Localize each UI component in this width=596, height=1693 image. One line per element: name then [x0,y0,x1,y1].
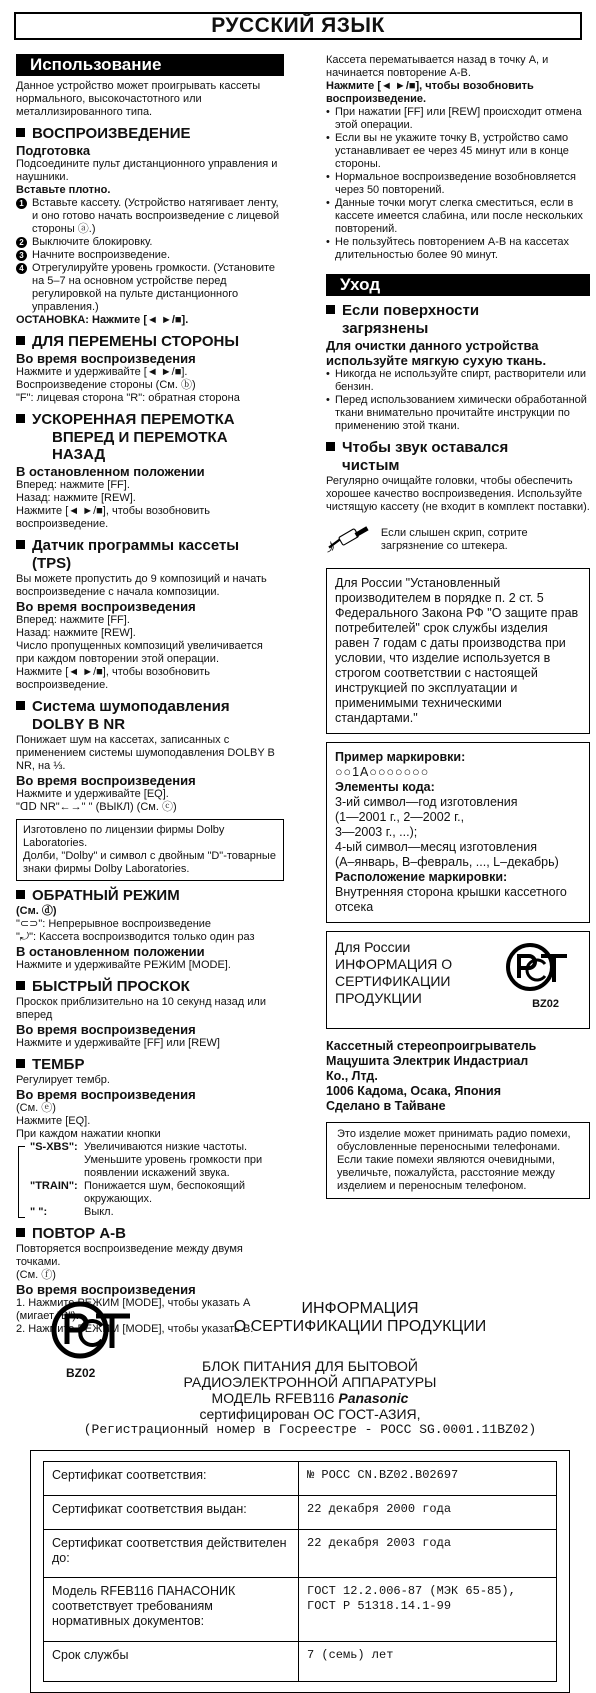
dolby-heading: Система шумоподавления [16,698,284,715]
marking-box [326,742,590,923]
dirty-note: • Перед использованием химически обработанной ткани внимательно прочитайте инструкции по применению этой ткани. [326,394,590,433]
care-section-bar: Уход [326,274,590,296]
dirty-sub: Для очистки данного устройства используйте мягкую сухую ткань. [326,338,547,368]
square-bullet-icon [326,442,335,451]
dirty-heading-2: загрязнены [342,320,429,337]
dolby-heading-2: DOLBY B NR [32,716,126,733]
side-change-line: Нажмите и удерживайте [◄ ►/■]. [16,366,188,378]
tps-line: Нажмите [◄ ►/■], чтобы возобновить воспроизведение. [16,666,210,691]
usage-section-bar: Использование [16,54,284,76]
table-row [44,1496,557,1530]
ffrew-heading: УСКОРЕННАЯ ПЕРЕМОТКА [16,411,284,428]
table-cell-value: № РОСС CN.BZ02.B02697 [299,1462,557,1496]
ffrew-heading-2: ВПЕРЕД И ПЕРЕМОТКА НАЗАД [52,429,228,463]
tps-heading: Датчик программы кассеты [16,537,284,554]
cert-info-line: ИНФОРМАЦИЯ О [335,956,453,972]
reverse-sub: В остановленном положении [16,944,205,959]
russia-service-life-box: Для России "Установленный производителем в порядке п. 2 ст. 5 Федерального Закона РФ "О защите прав потребителей" срок службы изделия равен 7 годам с даты производства при условии, что изделие используется в строгом соответствии с настоящей инструкцией по эксплуатации и применимыми техническими стандартами." [326,568,590,734]
insert-firm-note: Вставьте плотно. [16,184,111,196]
cert-reg-line: (Регистрационный номер в Госреестре - РОСС SG.0001.11BZ02) [83,1422,537,1437]
reverse-line: "⤾": Кассета воспроизводится только один раз [16,931,255,943]
playback-steps [16,197,284,314]
tps-sub: Во время воспроизведения [16,599,196,614]
table-row [44,1530,557,1578]
tone-sub: Во время воспроизведения [16,1087,196,1102]
cert-info-line: Для России [335,939,411,955]
reverse-line: Нажмите и удерживайте РЕЖИМ [MODE]. [16,959,231,971]
tone-line: При каждом нажатии кнопки [16,1128,161,1140]
tone-option-sxbs-note: Уменьшите уровень громкости при появлении искажений звука. [84,1154,263,1179]
cert-body-line: сертифицирован ОС ГОСТ-АЗИЯ, [199,1406,421,1422]
table-row [44,1578,557,1642]
panasonic-logo: Panasonic [338,1390,409,1406]
marking-code: ○○1А○○○○○○○ [335,765,430,779]
side-change-line: "F": лицевая сторона "R": обратная сторона [16,392,240,404]
playback-step: 3 Начните воспроизведение. [16,249,284,262]
ab-step: 2. Нажмите РЕЖИМ [MODE], чтобы указать В. [16,1323,254,1335]
maker-block [326,1039,590,1114]
ab-sub: Во время воспроизведения [16,1282,196,1297]
table-cell-value: ГОСТ 12.2.006-87 (МЭК 65-85), ГОСТ Р 51318.14.1-99 [299,1578,557,1642]
side-change-line: Воспроизведение стороны (См. ⓑ) [16,379,196,391]
cert-model-line: МОДЕЛЬ RFEB116 Panasonic [211,1390,409,1406]
dirty-heading: Если поверхности [326,302,590,319]
table-cell-key: Сертификат соответствия действителен до: [44,1530,299,1578]
maker-line: 1006 Кадома, Осака, Япония [326,1084,502,1098]
clean-text: Регулярно очищайте головки, чтобы обеспечить хорошее качество воспроизведения. Используйте чистящую кассету (не входит в комплект поставки). [326,475,590,513]
tps-line: Назад: нажмите [REW]. [16,627,136,639]
tone-line: Нажмите [EQ]. [16,1115,91,1127]
tone-text: Регулирует тембр. [16,1074,110,1086]
square-bullet-icon [16,981,25,990]
stop-instruction: ОСТАНОВКА: Нажмите [◄ ►/■]. [16,314,189,326]
dolby-trademark-line: Долби, "Dolby" и символ с двойным "D"-товарные знаки фирмы Dolby Laboratories. [23,850,276,875]
tps-heading-2: (TPS) [32,555,72,572]
playback-heading: ВОСПРОИЗВЕДЕНИЕ [16,125,284,142]
cert-box-code: BZ02 [532,998,559,1010]
table-row [44,1642,557,1682]
skip-sub: Во время воспроизведения [16,1022,196,1037]
marking-line: 3-ий символ—год изготовления [335,795,518,809]
skip-line: Нажмите и удерживайте [FF] или [REW] [16,1037,220,1049]
tone-option-sxbs: "S-XBS": Увеличиваются низкие частоты. [30,1141,248,1153]
cert-title-line: О СЕРТИФИКАЦИИ ПРОДУКЦИИ [233,1318,487,1335]
cert-table-frame [30,1450,570,1693]
plug-note [326,520,590,560]
dirty-note: • Никогда не используйте спирт, растворители или бензин. [326,368,590,394]
ab-note: • Нормальное воспроизведение возобновляется через 50 повторений. [326,171,590,197]
square-bullet-icon [326,305,335,314]
ab-heading: ПОВТОР А-В [16,1225,284,1242]
table-cell-value: 22 декабря 2003 года [299,1530,557,1578]
dolby-license-box [16,819,284,881]
cert-table [43,1461,557,1682]
plug-note-text: Если слышен скрип, сотрите загрязнение со штекера. [380,527,528,552]
square-bullet-icon [16,1228,25,1237]
tps-text: Вы можете пропустить до 9 композиций и начать воспроизведение с начала композиции. [16,573,267,598]
cert-body [30,1358,590,1438]
ab-note: • При нажатии [FF] или [REW] происходит отмена этой операции. [326,106,590,132]
table-cell-value: 22 декабря 2000 года [299,1496,557,1530]
skip-heading: БЫСТРЫЙ ПРОСКОК [16,978,284,995]
table-cell-key: Сертификат соответствия: [44,1462,299,1496]
dolby-line: Нажмите и удерживайте [EQ]. [16,788,169,800]
square-bullet-icon [16,701,25,710]
cert-logo-code: BZ02 [66,1366,96,1380]
right-column [326,54,590,1204]
ab-note: • Не пользуйтесь повторением А-В на кассетах длительностью более 90 минут. [326,236,590,262]
cert-info-line: СЕРТИФИКАЦИИ [335,973,451,989]
square-bullet-icon [16,336,25,345]
ab-step: 1. Нажмите РЕЖИМ [MODE], чтобы указать А (мигает "В"). [16,1297,251,1322]
reverse-line: "⊂⊃": Непрерывное воспроизведение [16,918,212,930]
reverse-see: (См. ⓓ) [16,905,57,917]
maker-line: Кассетный стереопроигрыватель [326,1039,537,1053]
dolby-sub: Во время воспроизведения [16,773,196,788]
playback-step: 2 Выключите блокировку. [16,236,284,249]
cert-info-line: ПРОДУКЦИИ [335,990,422,1006]
marking-elements: Элементы кода: [335,780,435,794]
square-bullet-icon [16,540,25,549]
left-column [16,54,284,1336]
table-cell-key: Срок службы [44,1642,299,1682]
tps-line: Число пропущенных композиций увеличивается при каждом повторении этой операции. [16,640,263,665]
ab-text: Повторяется воспроизведение между двумя точками. [16,1243,243,1268]
marking-title: Пример маркировки: [335,750,466,764]
table-cell-key: Сертификат соответствия выдан: [44,1496,299,1530]
square-bullet-icon [16,890,25,899]
pct-logo-icon [505,942,571,992]
marking-location-label: Расположение маркировки: [335,870,508,884]
maker-line: Ко., Лтд. [326,1069,378,1083]
tone-heading: ТЕМБР [16,1056,284,1073]
ffrew-line: Нажмите [◄ ►/■], чтобы возобновить воспроизведение. [16,505,210,530]
cert-title [150,1300,570,1336]
clean-heading-2: чистым [342,457,400,474]
marking-line: (1—2001 г., 2—2002 г., [335,810,465,824]
cert-title-line: ИНФОРМАЦИЯ [301,1300,419,1317]
tone-option-off: " ": Выкл. [30,1206,114,1218]
side-change-sub: Во время воспроизведения [16,351,196,366]
marking-line: Внутренняя сторона крышки кассетного отсека [335,885,567,914]
table-cell-value: 7 (семь) лет [299,1642,557,1682]
ffrew-sub: В остановленном положении [16,464,205,479]
marking-line: 3—2003 г., ...); [335,825,418,839]
dolby-text: Понижает шум на кассетах, записанных с применением системы шумоподавления DOLBY B NR, на ⅓. [16,734,275,772]
dolby-license-line: Изготовлено по лицензии фирмы Dolby Laboratories. [23,824,225,849]
ab-notes [326,106,590,262]
prep-subheading: Подготовка [16,143,91,158]
cycle-arrow-icon [18,1146,25,1218]
skip-text: Проскок приблизительно на 10 секунд назад или вперед [16,996,266,1021]
ab-continued: Кассета перематывается назад в точку А, и начинается повторение А-В. [326,54,549,79]
playback-step: 1 Вставьте кассету. (Устройство натягивает ленту, и оно готово начать воспроизведение с лицевой стороны ⓐ.) [16,197,284,236]
tone-cycle [16,1141,284,1219]
tone-option-train: "TRAIN": Понижается шум, беспокоящий окружающих. [30,1180,245,1205]
ab-note: • Данные точки могут слегка сместиться, если в кассете имеется слабина, или после нескольких повторений. [326,197,590,236]
ffrew-line: Вперед: нажмите [FF]. [16,479,130,491]
ab-note: • Если вы не укажите точку В, устройство само устанавливает ее через 45 минут или в конце стороны. [326,132,590,171]
headphone-plug-icon [326,520,373,560]
reverse-heading: ОБРАТНЫЙ РЕЖИМ [16,887,284,904]
tps-line: Вперед: нажмите [FF]. [16,614,130,626]
clean-heading: Чтобы звук оставался [326,439,590,456]
ab-see: (См. ⓕ) [16,1269,56,1281]
tone-see: (См. ⓔ) [16,1102,56,1114]
prep-text: Подсоедините пульт дистанционного управления и наушники. [16,158,278,183]
table-row [44,1462,557,1496]
maker-line: Сделано в Тайване [326,1099,446,1113]
cert-body-line: БЛОК ПИТАНИЯ ДЛЯ БЫТОВОЙ [202,1358,418,1374]
pct-logo-large-icon [50,1300,134,1360]
maker-line: Мацушита Электрик Индастриал [326,1054,529,1068]
table-cell-key: Модель RFEB116 ПАНАСОНИК соответствует требованиям нормативных документов: [44,1578,299,1642]
marking-line: (А–январь, В–февраль, ..., L–декабрь) [335,855,559,869]
cert-body-line: РАДИОЭЛЕКТРОННОЙ АППАРАТУРЫ [183,1374,437,1390]
playback-step: 4 Отрегулируйте уровень громкости. (Установите на 5–7 на основном устройстве перед регулировкой на пульте дистанционного управления.) [16,262,284,314]
side-change-heading: ДЛЯ ПЕРЕМЕНЫ СТОРОНЫ [16,333,284,350]
radio-interference-box: Это изделие может принимать радио помехи, обусловленные переносными телефонами. Если такие помехи являются очевидными, увеличьте, пожалуйста, расстояние между изделием и переносным телефоном. [326,1122,590,1199]
square-bullet-icon [16,414,25,423]
dirty-notes [326,368,590,433]
square-bullet-icon [16,128,25,137]
ab-resume: Нажмите [◄ ►/■], чтобы возобновить воспроизведение. [326,80,534,105]
usage-intro-text: Данное устройство может проигрывать кассеты нормального, высокочастотного или металлизированного типа. [16,80,261,118]
cert-info-box [326,931,590,1029]
dolby-line: "ᗡᗞ NR"←→" " (ВЫКЛ) (См. ⓒ) [16,801,177,813]
page-title: РУССКИЙ ЯЗЫК [14,12,582,40]
ffrew-line: Назад: нажмите [REW]. [16,492,136,504]
square-bullet-icon [16,1059,25,1068]
marking-line: 4-ый символ—месяц изготовления [335,840,538,854]
